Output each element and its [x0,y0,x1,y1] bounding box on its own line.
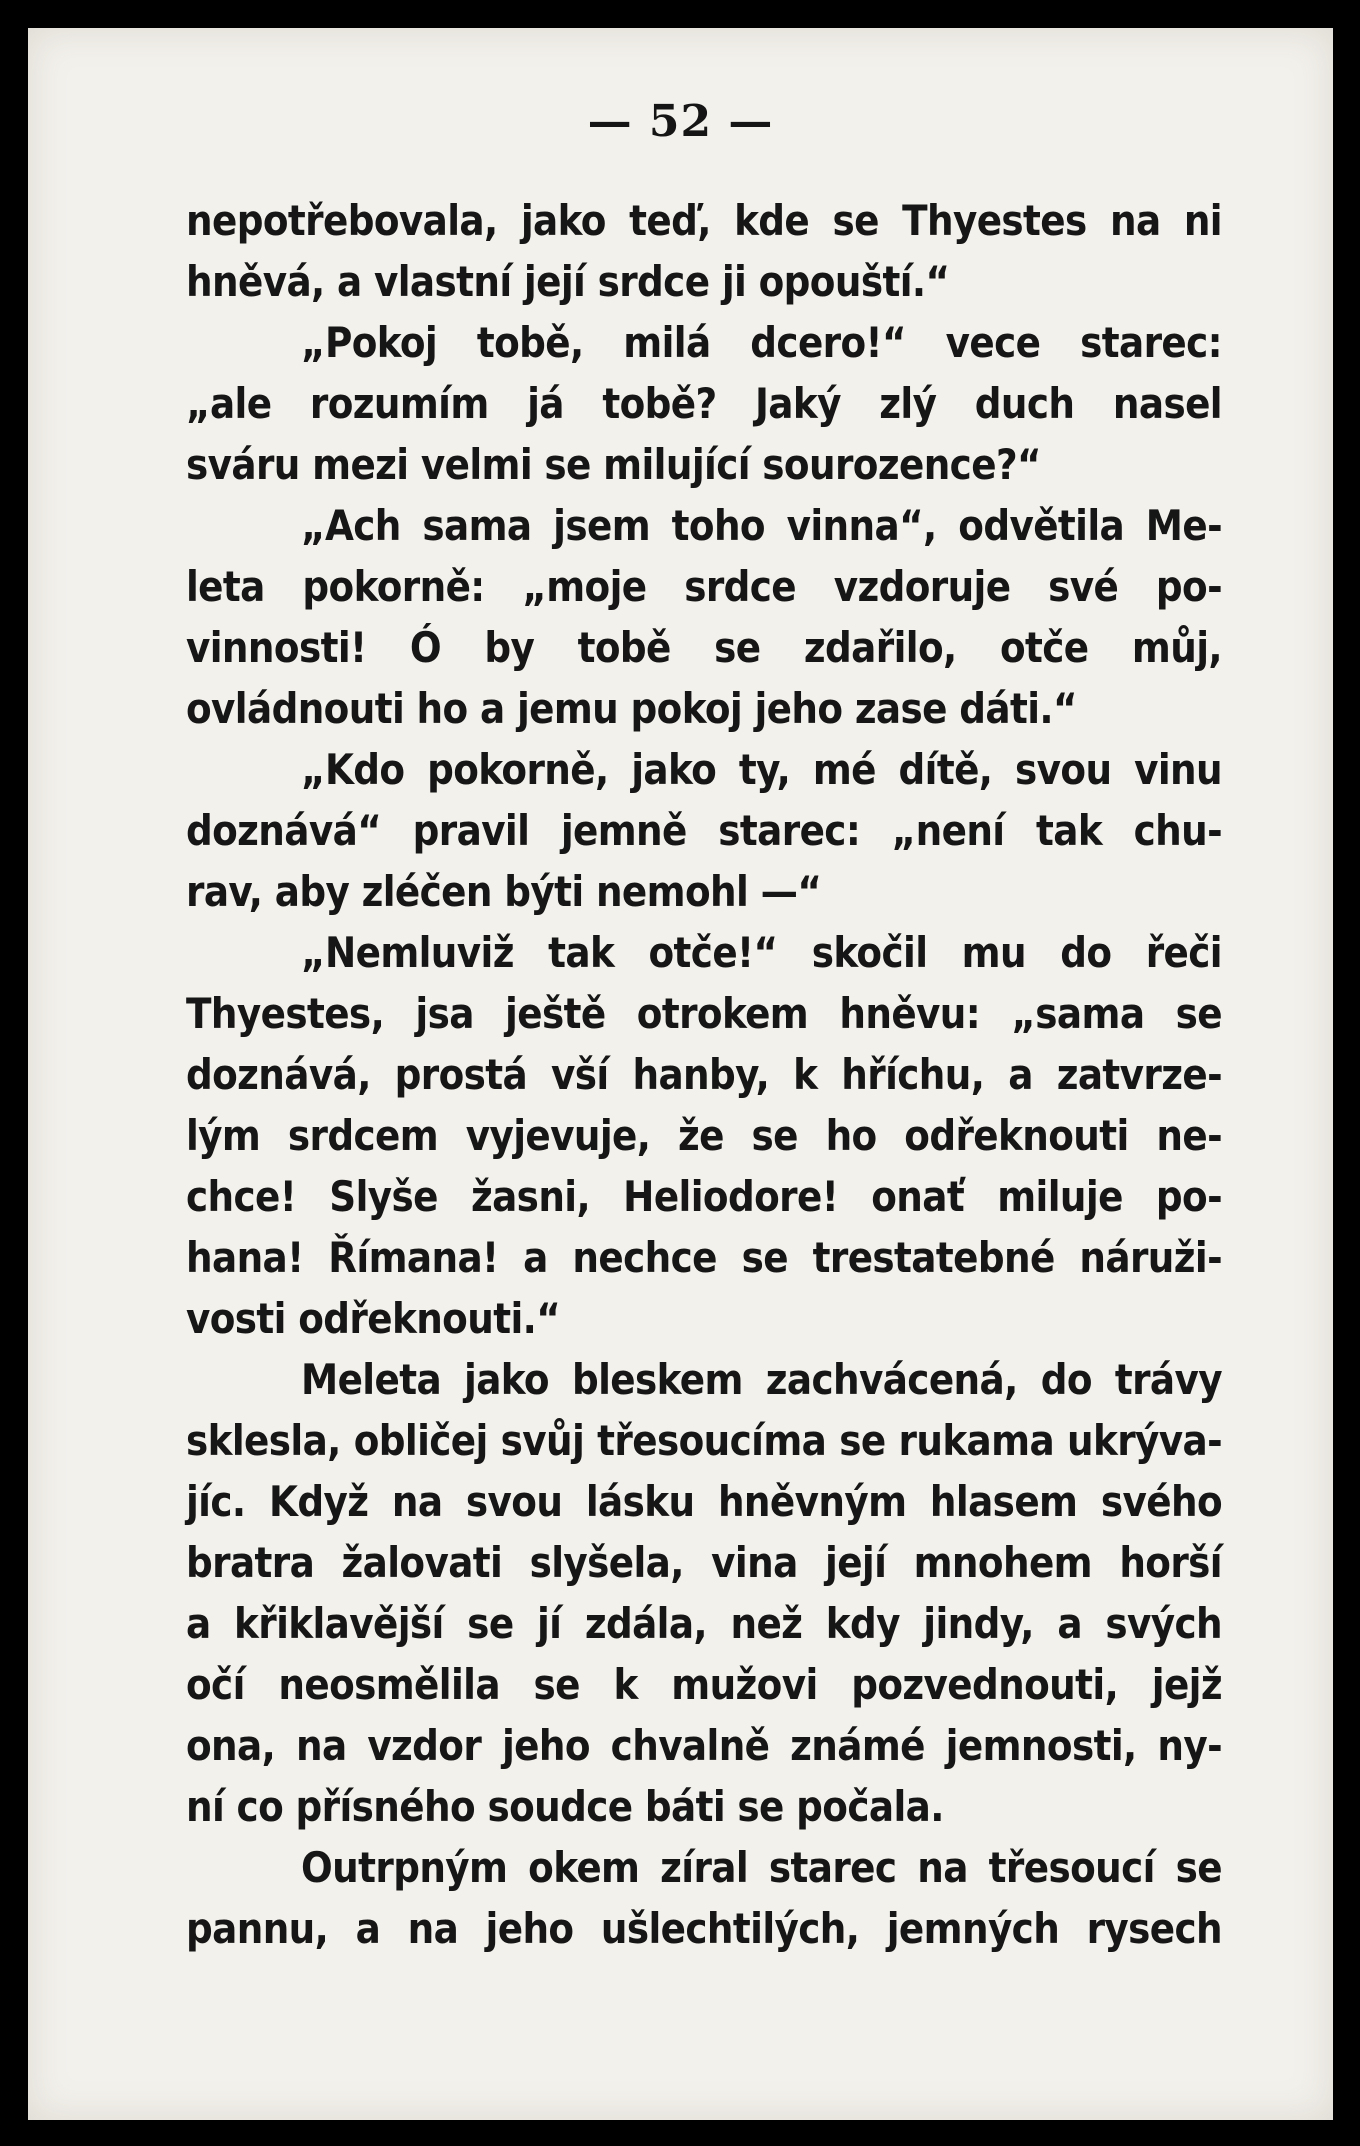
text-line: bratra žalovati slyšela, vina její mnohem horší [186,1538,1222,1587]
text-line: ní co přísného soudce báti se počala. [186,1782,944,1831]
text-line: hněvá, a vlastní její srdce ji opouští.“ [186,257,950,306]
text-line: „Kdo pokorně, jako ty, mé dítě, svou vinu [301,745,1222,794]
page-number: — 52 — [587,96,774,147]
text-line: Outrpným okem zíral starec na třesoucí se [301,1843,1222,1892]
text-line: nepotřebovala, jako teď, kde se Thyestes na ni [186,196,1222,245]
text-line: pannu, a na jeho ušlechtilých, jemných rysech [186,1904,1222,1953]
text-line: ona, na vzdor jeho chvalně známé jemnosti, ny- [186,1721,1222,1770]
text-line: „ale rozumím já tobě? Jaký zlý duch nasel [186,379,1222,428]
text-line: Thyestes, jsa ještě otrokem hněvu: „sama se [186,989,1222,1038]
body-text [186,190,1222,1959]
text-line: ovládnouti ho a jemu pokoj jeho zase dáti.“ [186,684,1077,733]
text-line: vosti odřeknouti.“ [186,1294,561,1343]
text-line: a křiklavější se jí zdála, než kdy jindy, a svých [186,1599,1222,1648]
text-line: sklesla, obličej svůj třesoucíma se rukama ukrýva- [186,1416,1222,1465]
text-line: hana! Římana! a nechce se trestatebné náruži- [186,1233,1222,1282]
text-line: doznává“ pravil jemně starec: „není tak chu- [186,806,1222,855]
text-line: doznává, prostá vší hanby, k hříchu, a zatvrze- [186,1050,1222,1099]
text-line: očí neosmělila se k mužovi pozvednouti, jejž [186,1660,1222,1709]
text-line: chce! Slyše žasni, Heliodore! onať miluje po- [186,1172,1222,1221]
book-page [28,28,1333,2120]
text-line: „Pokoj tobě, milá dcero!“ vece starec: [301,318,1222,367]
text-line: rav, aby zléčen býti nemohl —“ [186,867,822,916]
text-line: lým srdcem vyjevuje, že se ho odřeknouti ne- [186,1111,1222,1160]
text-line: vinnosti! Ó by tobě se zdařilo, otče můj, [186,623,1222,672]
text-line: sváru mezi velmi se milující sourozence?“ [186,440,1041,489]
text-line: „Nemluviž tak otče!“ skočil mu do řeči [301,928,1222,977]
text-line: Meleta jako bleskem zachvácená, do trávy [301,1355,1222,1404]
text-line: jíc. Když na svou lásku hněvným hlasem svého [186,1477,1222,1526]
text-line: „Ach sama jsem toho vinna“, odvětila Me- [301,501,1222,550]
text-line: leta pokorně: „moje srdce vzdoruje své po- [186,562,1222,611]
